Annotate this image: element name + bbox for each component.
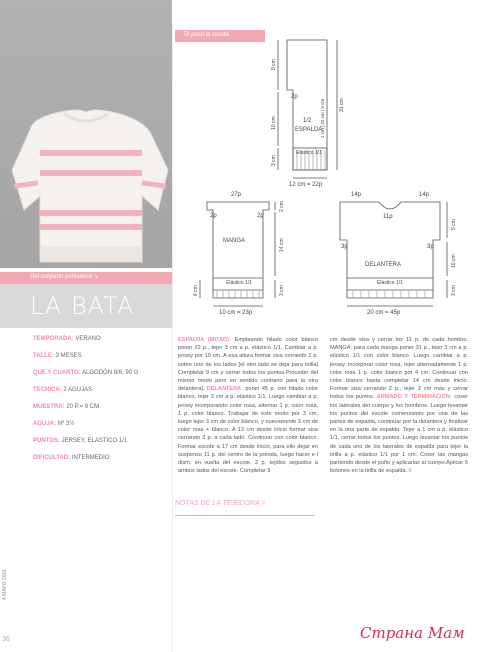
title-block xyxy=(0,284,172,328)
spec-item xyxy=(33,421,173,427)
section-text: coser los laterales del cuerpo y los hombros. Luego levantar los puntos del escote comenzando por una de las partes de espalda, continuar por la delantera y finalizar en la otra parte de espalda. Tejer a 1 cm a p. elástico 1/1, cerrar todos los puntos. Luego levantar los puntos de cada uno de los laterales de espalda para tejer la tirilla a p. elástico 1/1 por 1 cm. Coser las mangas partiendo desde el puño y aplicarlas al cuerpo.Aplicar 5 botones en la tirilla de espalda. ◊ xyxy=(330,394,468,475)
delantera-9cm: 9 cm xyxy=(451,219,457,230)
spec-key: DIFICULTAD: xyxy=(33,455,71,461)
espalda-h1: 9 cm xyxy=(271,59,277,70)
delantera-label: DELANTERA xyxy=(365,262,402,268)
manga-elastic: Elástico 1/1 xyxy=(226,280,252,286)
manga-2p-left: 2p xyxy=(210,213,217,219)
issue-date: 4 MAYO 2011 xyxy=(2,569,8,600)
delantera-width: 20 cm = 45p xyxy=(367,310,401,316)
espalda-h3: 3 cm xyxy=(271,155,277,166)
instructions-column-1 xyxy=(178,336,318,475)
pattern-diagram xyxy=(175,30,475,325)
spec-value: 2 AGUJAS xyxy=(63,387,93,393)
espalda-vertical-dims: 1 cm | 22 cm | 9 cm xyxy=(320,98,325,138)
section-heading: DELANTERA: xyxy=(206,386,244,393)
espalda-elastic: Elástico 1/1 xyxy=(296,150,322,156)
manga-3cm: 3 cm xyxy=(279,285,285,296)
manga-label: MANGA xyxy=(223,238,246,244)
espalda-2p: 2p xyxy=(291,94,298,100)
section-heading: ARMADO Y TERMINACIÓN: xyxy=(376,394,452,401)
notes-underline xyxy=(175,515,315,516)
spec-value: JERSEY, ELASTICO 1/1 xyxy=(61,438,128,444)
instructions-column-2 xyxy=(330,336,468,475)
banner-label: Del conjunto pohlaberá ↘ xyxy=(30,274,99,280)
spec-value: Nº 3½ xyxy=(57,421,75,427)
spec-value: 20 P.= 9 CM xyxy=(66,404,100,410)
manga-2cm: 2 cm xyxy=(279,201,285,212)
page-number: 36 xyxy=(2,636,10,643)
spec-key: TEMPORADA: xyxy=(33,336,74,342)
specs-list xyxy=(33,336,173,472)
spec-key: AGUJA: xyxy=(33,421,57,427)
delantera-elastic: Elástico 1/1 xyxy=(377,280,403,286)
espalda-width: 12 cm = 22p xyxy=(289,182,323,188)
delantera-14p-left: 14p xyxy=(351,192,362,198)
watermark: Страна Мам xyxy=(360,624,465,642)
spec-item xyxy=(33,336,173,342)
sweater-illustration xyxy=(0,0,172,268)
spec-item xyxy=(33,455,173,461)
espalda-total: 31 cm xyxy=(339,98,345,112)
spec-value: INTERMEDIO xyxy=(71,455,110,461)
section-text: cm desde sisa y cerrar los 11 p. de cada hombro. MANGA: para cada manga poner 31 p., tejer 3 cm a p. elástico 1/1 con color blanco. Luego cambiar a p. jersey, incorporar color rosa, tejer alternadamente 1 p. color rosa 1 p. color blanco por 4 cm. Continuar con color blanco hasta completar 14 cm desde inicio. Formar sisa cerrando 2 p., tejer 2 cm más y cerrar todos los puntos. xyxy=(330,337,468,401)
recipe-tag-label: Te paso la receta xyxy=(183,32,229,38)
delantera-10cm: 10 cm xyxy=(451,254,457,268)
spec-key: TALLE: xyxy=(33,353,54,359)
spec-item xyxy=(33,387,173,393)
spec-item xyxy=(33,404,173,410)
spec-key: PUNTOS: xyxy=(33,438,60,444)
notes-heading: NOTAS DE LA TEJEDORA > xyxy=(175,500,266,507)
spec-item xyxy=(33,438,173,444)
delantera-3p-right: 3p xyxy=(427,244,434,250)
delantera-14p-right: 14p xyxy=(419,192,430,198)
manga-14cm: 14 cm xyxy=(279,238,285,252)
spec-value: ALGODÓN 8/6, 90 G xyxy=(82,370,139,376)
page-title: LA BATA xyxy=(30,292,135,320)
photo-panel xyxy=(0,0,172,268)
delantera-11p: 11p xyxy=(383,214,393,220)
section-text: Empleando hilado color blanco poner 22 p., tejer 3 cm a p. elástico 1/1. Cambiar a p. jersey por 10 cm. A esa altura formar sisa cerrando 2 p. sobre uno de los lados [el otro lado se deja para tirilla] Completar 9 cm y cerrar todos los puntos.Proceder del mismo modo pero en sentido contrario para la otra delantera]. xyxy=(178,337,318,393)
section-text: poner 45 p. con hilado color blanco, tejer 3 cm a p. elástico 1/1. Luego cambiar a p. jersey incorporando color rosa, alternar 1 p. color rosa, 1 p. color blanco. Trabajar de este modo por 3 cm, luego tejer 3 cm de color blanco, y nuevamente 3 cm de color rosa + blanco. A 13 cm desde inicio formar sisa cerrando 3 p. a cada lado. Continuar con color blanco. Formar escote a 17 cm desde inicio, para ello dejar en suspenso 11 p. del centro de la prenda, luego hacer e l dism. en vuelta del escote. 2 p. tejidos seguidos a ambos lados del escote. Completar 9 xyxy=(178,386,318,475)
spec-key: TECNICA: xyxy=(33,387,62,393)
manga-width: 10 cm = 23p xyxy=(219,310,253,316)
column-divider xyxy=(172,22,173,652)
espalda-title-a: 1/2 xyxy=(303,118,312,124)
spec-key: MUESTRA: xyxy=(33,404,65,410)
spec-value: 3 MESES xyxy=(55,353,82,359)
section-banner xyxy=(0,272,172,284)
espalda-h2: 10 cm xyxy=(271,116,277,130)
spec-item xyxy=(33,353,173,359)
manga-2p-right: 2p xyxy=(257,213,264,219)
delantera-3cm: 3 cm xyxy=(451,285,457,296)
espalda-label: ESPALDA xyxy=(295,127,323,133)
spec-item xyxy=(33,370,173,376)
manga-6cm: 6 cm xyxy=(193,285,199,296)
manga-27p: 27p xyxy=(231,192,242,198)
spec-key: QUE Y CUANTO: xyxy=(33,370,81,376)
delantera-3p-left: 3p xyxy=(341,244,348,250)
spec-value: VERANO xyxy=(75,336,101,342)
section-heading: ESPALDA (MITAD): xyxy=(178,337,231,343)
